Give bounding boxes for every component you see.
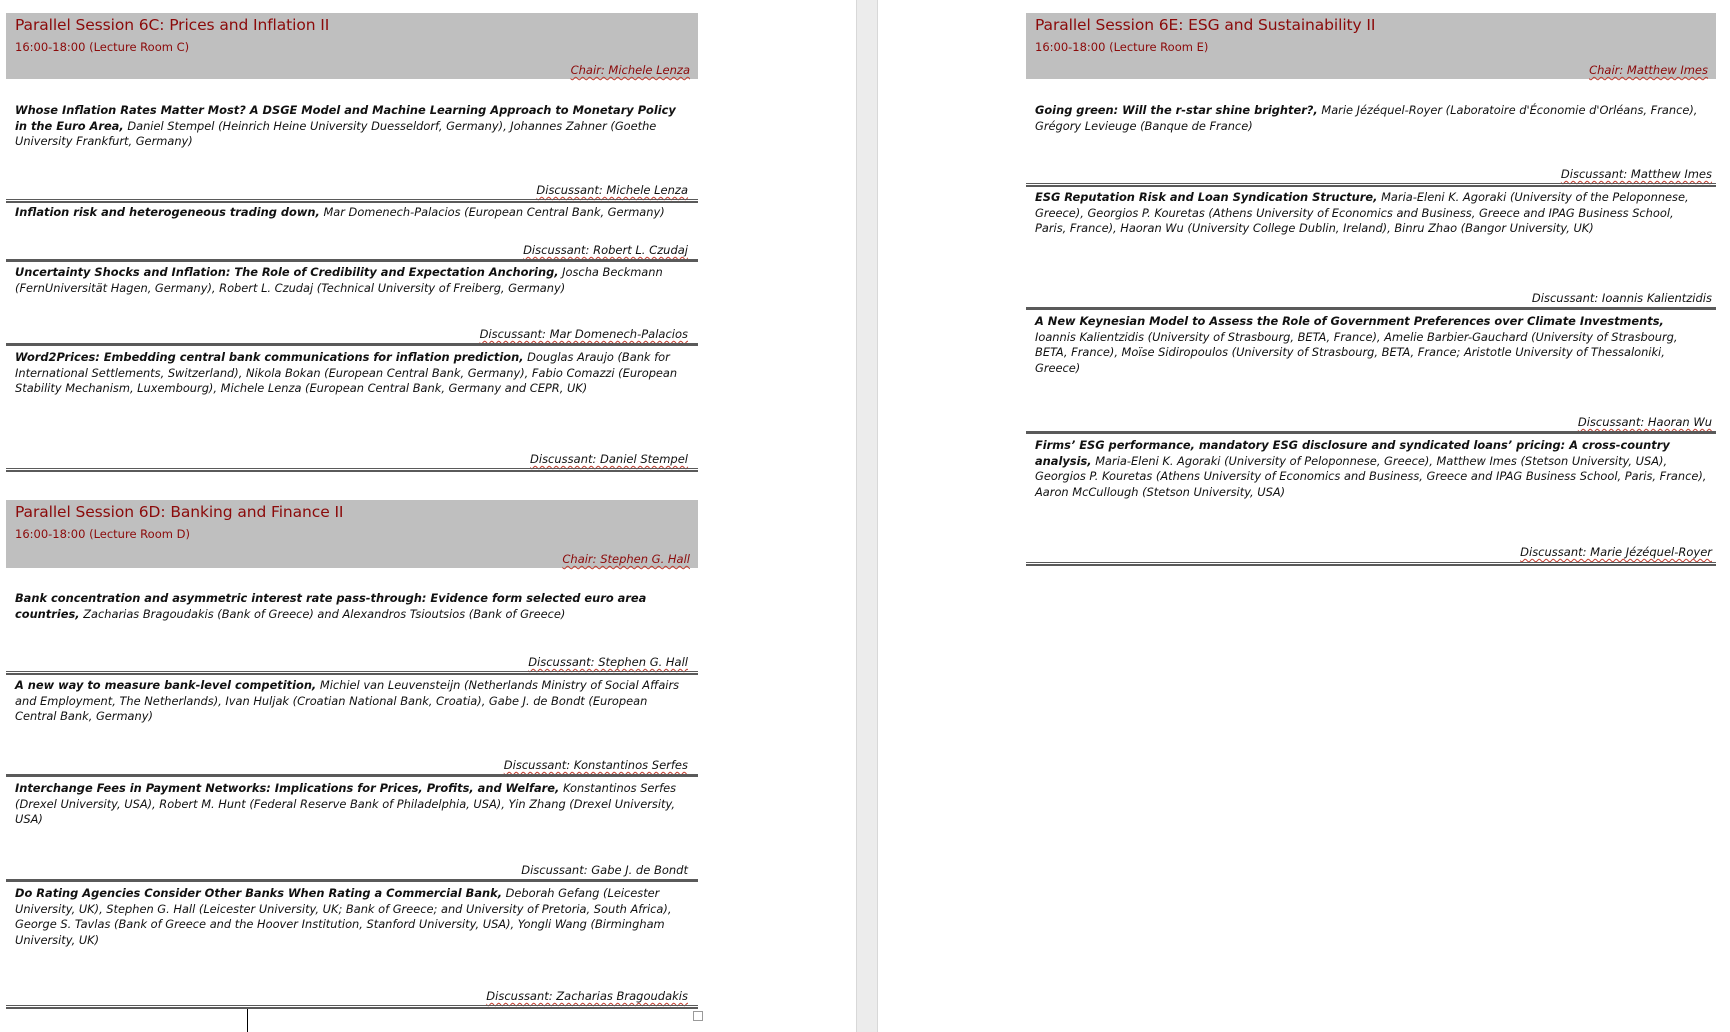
session-6e: [1026, 13, 1716, 79]
paper-title: Inflation risk and heterogeneous trading down,: [15, 205, 320, 219]
paper-title: Word2Prices: Embedding central bank communications for inflation prediction,: [15, 350, 524, 364]
page-gutter: [856, 0, 878, 1032]
session-title[interactable]: Parallel Session 6C: Prices and Inflation II: [15, 16, 330, 34]
separator-rule: [6, 774, 698, 777]
discussant[interactable]: Discussant: Gabe J. de Bondt: [521, 863, 688, 877]
separator-rule: [6, 671, 698, 675]
paper-authors: Maria-Eleni K. Agoraki (University of Peloponnese, Greece), Matthew Imes (Stetson University, USA), Georgios P. Kouretas (Athens University of Economics and Business, Greece and IPAG Business School, Paris, France), Aaron McCullough (Stetson University, USA): [1035, 453, 1707, 499]
paper-entry[interactable]: [1026, 103, 1716, 134]
paper-entry[interactable]: [6, 265, 698, 296]
session-header: [1026, 13, 1716, 79]
session-time[interactable]: 16:00-18:00 (Lecture Room D): [15, 527, 190, 541]
paper-authors: Mar Domenech-Palacios (European Central Bank, Germany): [319, 205, 665, 219]
paper-entry[interactable]: [6, 886, 698, 948]
paper-title: Bank concentration and asymmetric interest rate pass-through: Evidence form selected euro area countries,: [15, 591, 647, 621]
separator-rule: [1026, 431, 1716, 434]
paper-entry[interactable]: [1026, 190, 1716, 237]
discussant[interactable]: Discussant: Haoran Wu: [1577, 415, 1712, 429]
paper-entry[interactable]: [6, 591, 698, 622]
session-time[interactable]: 16:00-18:00 (Lecture Room E): [1035, 40, 1209, 54]
paper-title: Whose Inflation Rates Matter Most? A DSGE Model and Machine Learning Approach to Monetary Policy in the Euro Area,: [15, 103, 676, 133]
session-title[interactable]: Parallel Session 6D: Banking and Finance II: [15, 503, 344, 521]
paper-entry[interactable]: [6, 678, 698, 725]
separator-rule: [1026, 307, 1716, 310]
paper-authors: Douglas Araujo (Bank for International Settlements, Switzerland), Nikola Bokan (European Central Bank, Germany), Fabio Comazzi (European Stability Mechanism, Luxembourg), Michele Lenza (European Central Bank, Germany and CEPR, UK): [15, 350, 678, 396]
separator-rule: [6, 343, 698, 346]
paper-authors: Zacharias Bragoudakis (Bank of Greece) and Alexandros Tsioutsios (Bank of Greece): [79, 606, 566, 621]
discussant[interactable]: Discussant: Mar Domenech-Palacios: [479, 327, 688, 341]
paper-title: ESG Reputation Risk and Loan Syndication Structure,: [1035, 190, 1378, 204]
separator-rule: [6, 1005, 698, 1009]
paper-authors: Daniel Stempel (Heinrich Heine University Duesseldorf, Germany), Johannes Zahner (Goethe University Frankfurt, Germany): [15, 118, 657, 149]
session-6c: [6, 13, 698, 79]
separator-rule: [6, 199, 698, 203]
discussant[interactable]: Discussant: Marie Jézéquel-Royer: [1520, 545, 1712, 559]
paper-title: Do Rating Agencies Consider Other Banks When Rating a Commercial Bank,: [15, 886, 503, 900]
discussant[interactable]: Discussant: Robert L. Czudaj: [523, 243, 688, 257]
session-header: [6, 500, 698, 568]
separator-rule: [6, 468, 698, 472]
paper-title: A New Keynesian Model to Assess the Role of Government Preferences over Climate Investments,: [1035, 314, 1664, 328]
paper-title: Interchange Fees in Payment Networks: Implications for Prices, Profits, and Welfare,: [15, 781, 560, 795]
session-chair[interactable]: Chair: Stephen G. Hall: [562, 552, 690, 566]
table-resize-handle[interactable]: [693, 1011, 703, 1021]
paper-title: Uncertainty Shocks and Inflation: The Role of Credibility and Expectation Anchoring,: [15, 265, 559, 279]
paper-authors: Joscha Beckmann (FernUniversität Hagen, Germany), Robert L. Czudaj (Technical University of Freiberg, Germany): [15, 265, 663, 295]
text-cursor: [247, 1009, 248, 1032]
session-header: [6, 13, 698, 79]
paper-authors: Deborah Gefang (Leicester University, UK), Stephen G. Hall (Leicester University, UK; Bank of Greece; and University of Pretoria, South Africa), George S. Tavlas (Bank of Greece and the Hoover Institution, Stanford University, USA), Yongli Wang (Birmingham University, UK): [15, 886, 672, 947]
discussant[interactable]: Discussant: Konstantinos Serfes: [503, 758, 688, 772]
session-chair[interactable]: Chair: Michele Lenza: [570, 63, 690, 77]
paper-authors: Maria-Eleni K. Agoraki (University of the Peloponnese, Greece), Georgios P. Kouretas (Athens University of Economics and Business, Greece and IPAG Business School, Paris, France), Haoran Wu (University College Dublin, Ireland), Binru Zhao (Bangor University, UK): [1035, 190, 1689, 236]
paper-entry[interactable]: [6, 781, 698, 828]
paper-entry[interactable]: [6, 205, 698, 221]
discussant[interactable]: Discussant: Daniel Stempel: [530, 452, 688, 466]
paper-authors: Konstantinos Serfes (Drexel University, USA), Robert M. Hunt (Federal Reserve Bank of Philadelphia, USA), Yin Zhang (Drexel University, USA): [15, 781, 677, 827]
paper-entry[interactable]: [1026, 314, 1716, 376]
separator-rule: [6, 879, 698, 882]
discussant[interactable]: Discussant: Matthew Imes: [1560, 167, 1712, 181]
discussant[interactable]: Discussant: Stephen G. Hall: [528, 655, 688, 669]
paper-authors: Michiel van Leuvensteijn (Netherlands Ministry of Social Affairs and Employment, The Netherlands), Ivan Huljak (Croatian National Bank, Croatia), Gabe J. de Bondt (European Central Bank, Germany): [15, 678, 680, 724]
session-title[interactable]: Parallel Session 6E: ESG and Sustainability II: [1035, 16, 1376, 34]
discussant[interactable]: Discussant: Zacharias Bragoudakis: [486, 989, 688, 1003]
paper-authors: Ioannis Kalientzidis (University of Strasbourg, BETA, France), Amelie Barbier-Gauchard (University of Strasbourg, BETA, France), Moïse Sidiropoulos (University of Strasbourg, BETA, France; Aristotle University of Thessaloniki, Greece): [1035, 329, 1678, 375]
session-chair[interactable]: Chair: Matthew Imes: [1589, 63, 1708, 77]
separator-rule: [1026, 562, 1716, 566]
document-page-right[interactable]: [878, 0, 1730, 1032]
session-6d: [6, 500, 698, 568]
paper-title: Going green: Will the r-star shine brighter?,: [1035, 103, 1318, 117]
separator-rule: [1026, 183, 1716, 187]
paper-title: A new way to measure bank-level competition,: [15, 678, 317, 692]
paper-authors: Marie Jézéquel-Royer (Laboratoire d'Économie d'Orléans, France), Grégory Levieuge (Banque de France): [1035, 103, 1698, 133]
document-page-left[interactable]: [0, 0, 856, 1032]
paper-entry[interactable]: [6, 350, 698, 397]
paper-title: Firms’ ESG performance, mandatory ESG disclosure and syndicated loans’ pricing: A cross-country analysis,: [1035, 438, 1670, 468]
separator-rule: [6, 259, 698, 262]
paper-entry[interactable]: [1026, 438, 1716, 500]
session-time[interactable]: 16:00-18:00 (Lecture Room C): [15, 40, 190, 54]
discussant[interactable]: Discussant: Michele Lenza: [536, 183, 688, 197]
discussant[interactable]: Discussant: Ioannis Kalientzidis: [1531, 291, 1712, 305]
paper-entry[interactable]: [6, 103, 698, 150]
